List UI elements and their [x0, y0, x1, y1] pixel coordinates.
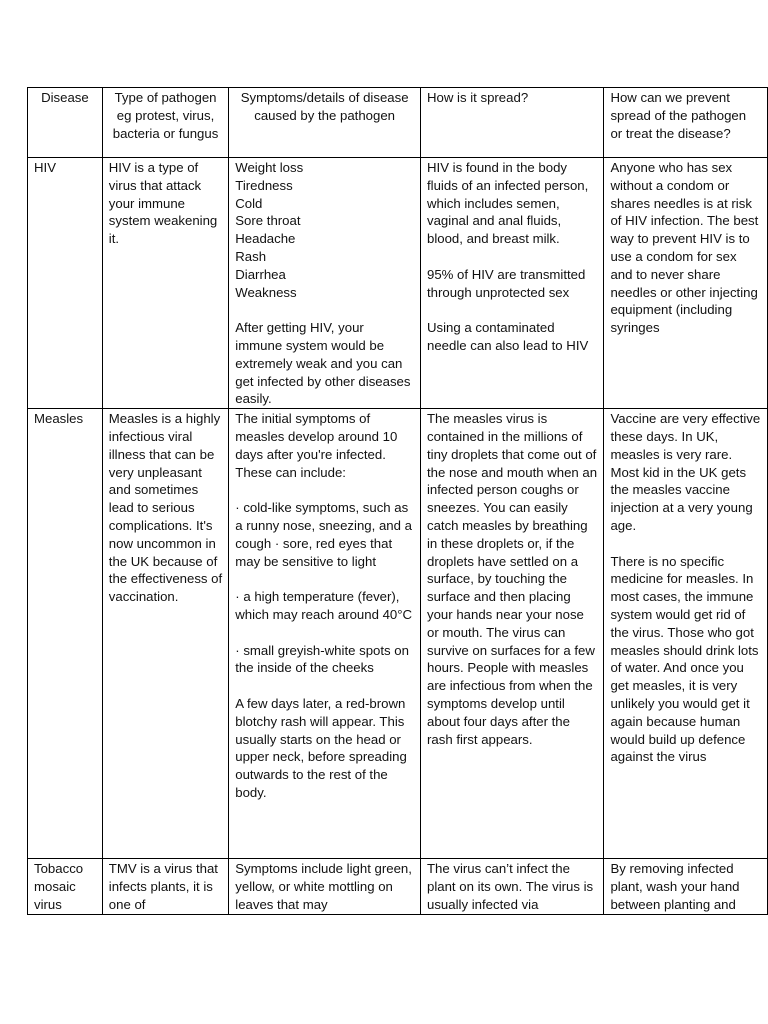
cell-spread: [421, 409, 604, 859]
cell-prevent: By removing infected plant, wash your hand between planting and: [604, 859, 768, 914]
cell-prevent: [604, 409, 768, 859]
cell-pathogen: TMV is a virus that infects plants, it is one of: [102, 859, 228, 914]
cell-disease: Tobacco mosaic virus: [28, 859, 103, 914]
cell-disease: HIV: [28, 158, 103, 409]
symptom-paragraph: · a high temperature (fever), which may reach around 40°C: [235, 589, 413, 622]
symptom-item: Tiredness: [235, 177, 293, 193]
cell-prevent: [604, 158, 768, 409]
table-row: [28, 158, 768, 409]
cell-symptoms: Symptoms include light green, yellow, or white mottling on leaves that may: [229, 859, 421, 914]
symptom-item: Weakness: [235, 284, 297, 300]
spread-paragraph: 95% of HIV are transmitted through unprotected sex: [427, 266, 586, 300]
header-disease: Disease: [28, 88, 103, 158]
symptom-paragraph: The initial symptoms of measles develop around 10 days after you're infected. These can include:: [235, 411, 398, 480]
spread-paragraph: Using a contaminated needle can also lead to HIV: [427, 320, 589, 353]
table-header-row: [28, 88, 768, 158]
cell-symptoms: [229, 409, 421, 859]
symptom-item: Weight loss: [235, 160, 304, 175]
symptom-item: Headache: [235, 231, 296, 247]
cell-disease: Measles: [28, 409, 103, 859]
spread-paragraph: HIV is found in the body fluids of an infected person, which includes semen, vaginal and anal fluids, blood, and breast milk.: [427, 160, 589, 247]
header-pathogen: Type of pathogen eg protest, virus, bacteria or fungus: [102, 88, 228, 158]
prevent-paragraph: Vaccine are very effective these days. In UK, measles is very rare. Most kid in the UK gets the measles vaccine injection at a very young age.: [610, 411, 761, 533]
cell-spread: The virus can’t infect the plant on its own. The virus is usually infected via: [421, 859, 604, 914]
disease-table: [27, 87, 768, 915]
symptom-paragraph: · cold-like symptoms, such as a runny nose, sneezing, and a cough · sore, red eyes that may be sensitive to light: [235, 500, 412, 569]
spread-paragraph: The measles virus is contained in the millions of tiny droplets that come out of the nose and mouth when an infected person coughs or sneezes. You can easily catch measles by breathing in these droplets or, if the droplets have settled on a surface, by touching the surface and then placing your hands near your nose or mouth. The virus can survive on surfaces for a few hours. People with measles are infectious from when the symptoms develop until about four days after the rash first appears.: [427, 411, 598, 747]
prevent-paragraph: There is no specific medicine for measles. In most cases, the immune system would get rid of the virus. Those who got measles should drink lots of water. And once you get measles, it is very unlikely you would get it again because human would build up defence against the virus: [610, 553, 759, 765]
header-symptoms: Symptoms/details of disease caused by the pathogen: [229, 88, 421, 158]
symptom-item: Diarrhea: [235, 266, 286, 282]
cell-symptoms: [229, 158, 421, 409]
prevent-paragraph: Anyone who has sex without a condom or shares needles is at risk of HIV infection. The best way to prevent HIV is to use a condom for sex and to never share needles or other injecting equipment (including syringes: [610, 160, 759, 336]
cell-pathogen: HIV is a type of virus that attack your immune system weakening it.: [102, 158, 228, 409]
table-row: [28, 409, 768, 859]
symptom-paragraph: · small greyish-white spots on the inside of the cheeks: [235, 642, 409, 676]
symptom-note: After getting HIV, your immune system would be extremely weak and you can get infected by other diseases easily.: [235, 320, 411, 407]
header-spread: How is it spread?: [421, 88, 604, 158]
symptom-item: Rash: [235, 248, 267, 264]
table-row: [28, 859, 768, 914]
cell-spread: [421, 158, 604, 409]
symptom-paragraph: A few days later, a red-brown blotchy rash will appear. This usually starts on the head or upper neck, before spreading outwards to the rest of the body.: [235, 695, 407, 800]
cell-pathogen: Measles is a highly infectious viral illness that can be very unpleasant and sometimes lead to serious complications. It's now uncommon in the UK because of the effectiveness of vaccination.: [102, 409, 228, 859]
symptom-item: Sore throat: [235, 213, 301, 229]
symptom-item: Cold: [235, 195, 263, 211]
header-prevent: How can we prevent spread of the pathogen or treat the disease?: [604, 88, 768, 158]
